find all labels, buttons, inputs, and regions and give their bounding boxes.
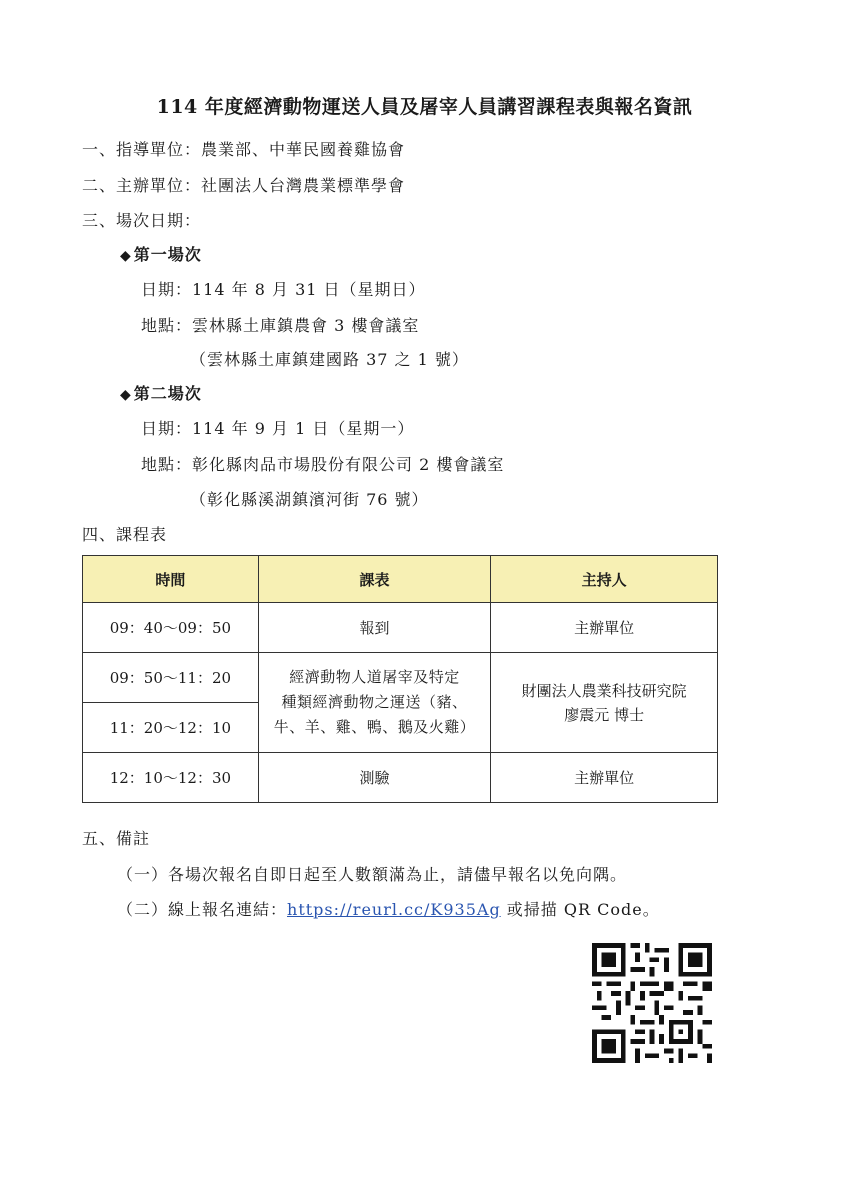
cell-time: 12：10～12：30 <box>83 753 259 803</box>
session1-date: 日期：114 年 8 月 31 日（星期日） <box>141 280 426 299</box>
host-org: 財團法人農業科技研究院 <box>521 681 687 700</box>
header-host: 主持人 <box>491 556 718 603</box>
session1-place: 地點：雲林縣土庫鎮農會 3 樓會議室 <box>141 316 420 335</box>
session2-place: 地點：彰化縣肉品市場股份有限公司 2 樓會議室 <box>141 455 505 474</box>
section-session-dates: 三、場次日期： <box>82 211 202 230</box>
note-link-suffix: 或掃描 QR Code。 <box>500 900 660 919</box>
note-link-prefix: （二）線上報名連結： <box>117 900 288 919</box>
cell-host-merged <box>491 653 718 753</box>
host-person: 廖震元 博士 <box>564 705 645 724</box>
section-guidance-units: 一、指導單位：農業部、中華民國養雞協會 <box>82 140 406 159</box>
session2-address: （彰化縣溪湖鎮濱河街 76 號） <box>190 490 429 509</box>
schedule-table <box>82 555 718 803</box>
diamond-bullet-icon: ◆ <box>120 248 132 264</box>
cell-host: 主辦單位 <box>491 753 718 803</box>
section-organizer: 二、主辦單位：社團法人台灣農業標準學會 <box>82 176 406 195</box>
table-row <box>83 653 718 703</box>
header-time: 時間 <box>83 556 259 603</box>
session2-date: 日期：114 年 9 月 1 日（星期一） <box>141 419 415 438</box>
note-registration-period: （一）各場次報名自即日起至人數額滿為止，請儘早報名以免向隅。 <box>117 865 628 884</box>
cell-course: 報到 <box>258 603 491 653</box>
course-line: 種類經濟動物之運送（豬、 <box>281 693 468 711</box>
course-line: 經濟動物人道屠宰及特定 <box>289 668 460 686</box>
table-header-row <box>83 556 718 603</box>
session2-heading-text: 第二場次 <box>133 384 202 403</box>
cell-host: 主辦單位 <box>491 603 718 653</box>
section-notes: 五、備註 <box>82 829 151 848</box>
qr-code-icon[interactable] <box>592 943 712 1063</box>
diamond-bullet-icon: ◆ <box>120 387 132 403</box>
course-line: 牛、羊、雞、鴨、鵝及火雞） <box>273 718 476 736</box>
cell-course: 測驗 <box>258 753 491 803</box>
registration-link[interactable]: https://reurl.cc/K935Ag <box>287 900 501 919</box>
cell-course-merged <box>258 653 491 753</box>
cell-time: 09：40～09：50 <box>83 603 259 653</box>
section-schedule: 四、課程表 <box>82 525 168 544</box>
session2-heading <box>120 381 202 404</box>
cell-time: 09：50～11：20 <box>83 653 259 703</box>
table-row <box>83 603 718 653</box>
session1-heading-text: 第一場次 <box>133 245 202 264</box>
note-registration-link <box>117 897 660 920</box>
table-row <box>83 753 718 803</box>
session1-heading <box>120 242 202 265</box>
header-course: 課表 <box>258 556 491 603</box>
cell-time: 11：20～12：10 <box>83 703 259 753</box>
page-title: 114 年度經濟動物運送人員及屠宰人員講習課程表與報名資訊 <box>156 96 693 118</box>
session1-address: （雲林縣土庫鎮建國路 37 之 1 號） <box>190 350 469 369</box>
